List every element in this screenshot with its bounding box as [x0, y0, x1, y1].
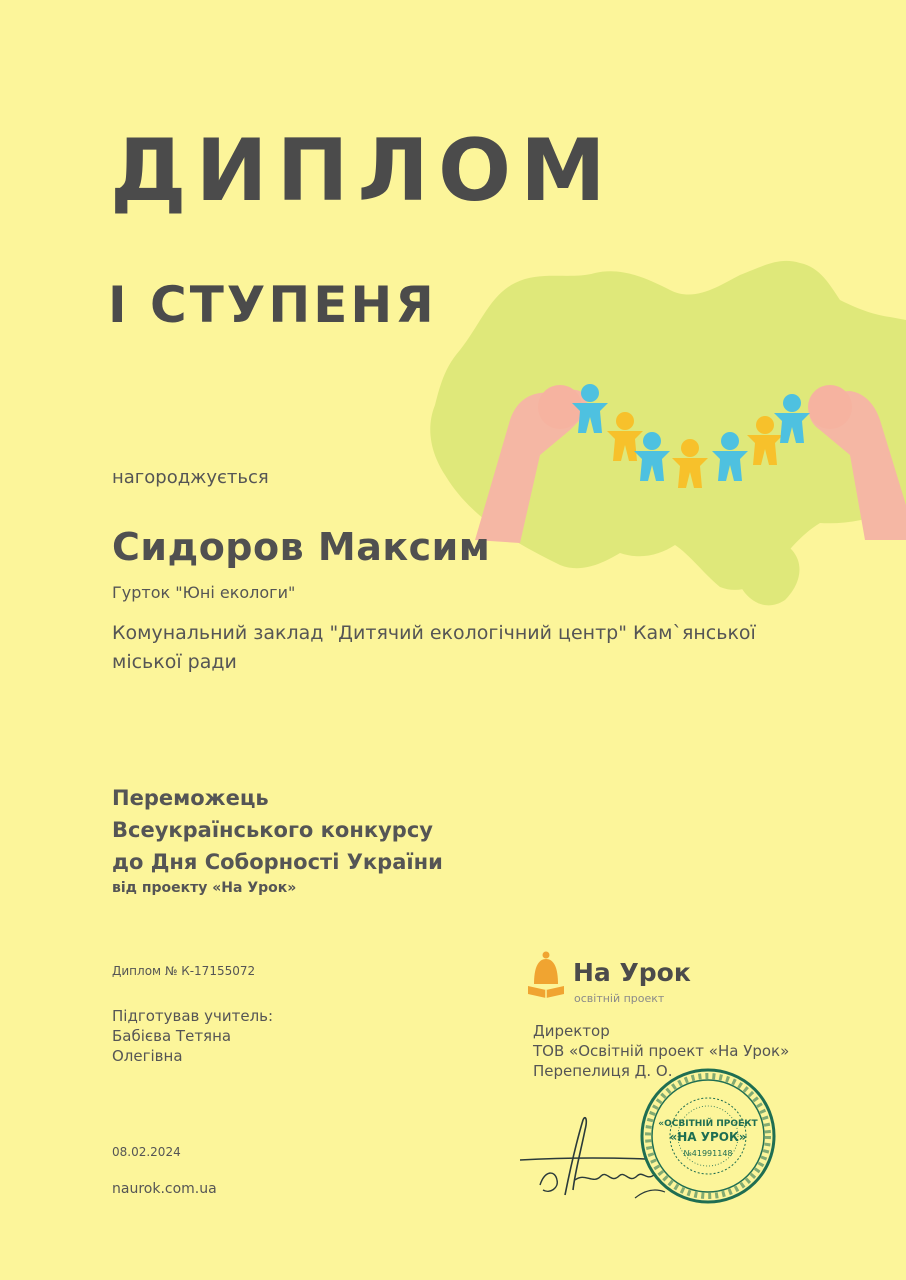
director-company: ТОВ «Освітній проект «На Урок» — [533, 1042, 790, 1060]
left-fist — [538, 385, 582, 429]
teacher-block — [112, 1006, 273, 1066]
achievement-line-3: до Дня Соборності України — [112, 850, 443, 874]
teacher-name-line-1: Бабієва Тетяна — [112, 1027, 232, 1045]
diploma-title: ДИПЛОМ — [110, 121, 615, 221]
right-fist — [808, 385, 852, 429]
teacher-name-line-2: Олегівна — [112, 1047, 183, 1065]
from-project: від проекту «На Урок» — [112, 880, 297, 896]
achievement-text — [112, 782, 443, 878]
diploma-number: Диплом № К-17155072 — [112, 964, 256, 978]
awarded-label: нагороджується — [112, 467, 269, 488]
teacher-label: Підготував учитель: — [112, 1007, 274, 1025]
club-name: Гурток "Юні екологи" — [112, 583, 296, 602]
stamp-center-line-2: «НА УРОК» — [669, 1130, 747, 1144]
institution-name: Комунальний заклад "Дитячий екологічний центр" Кам`янської міської ради — [112, 622, 756, 673]
director-title: Директор — [533, 1022, 610, 1040]
website-link[interactable]: naurok.com.ua — [112, 1181, 217, 1197]
ukraine-map-illustration — [420, 255, 906, 635]
company-stamp — [636, 1066, 780, 1206]
stamp-center-line-1: «ОСВІТНІЙ ПРОЕКТ — [658, 1119, 758, 1129]
logo-subtitle: освітній проект — [574, 992, 665, 1005]
achievement-line-2: Всеукраїнського конкурсу — [112, 818, 433, 842]
director-name: Перепелиця Д. О. — [533, 1062, 673, 1080]
diploma-degree: І СТУПЕНЯ — [108, 276, 437, 334]
issue-date: 08.02.2024 — [112, 1145, 181, 1159]
logo-name: На Урок — [573, 958, 691, 987]
recipient-name: Сидоров Максим — [112, 525, 491, 569]
achievement-line-1: Переможець — [112, 786, 269, 810]
stamp-code: №41991148 — [683, 1149, 733, 1158]
bell-book-icon — [526, 950, 568, 1000]
